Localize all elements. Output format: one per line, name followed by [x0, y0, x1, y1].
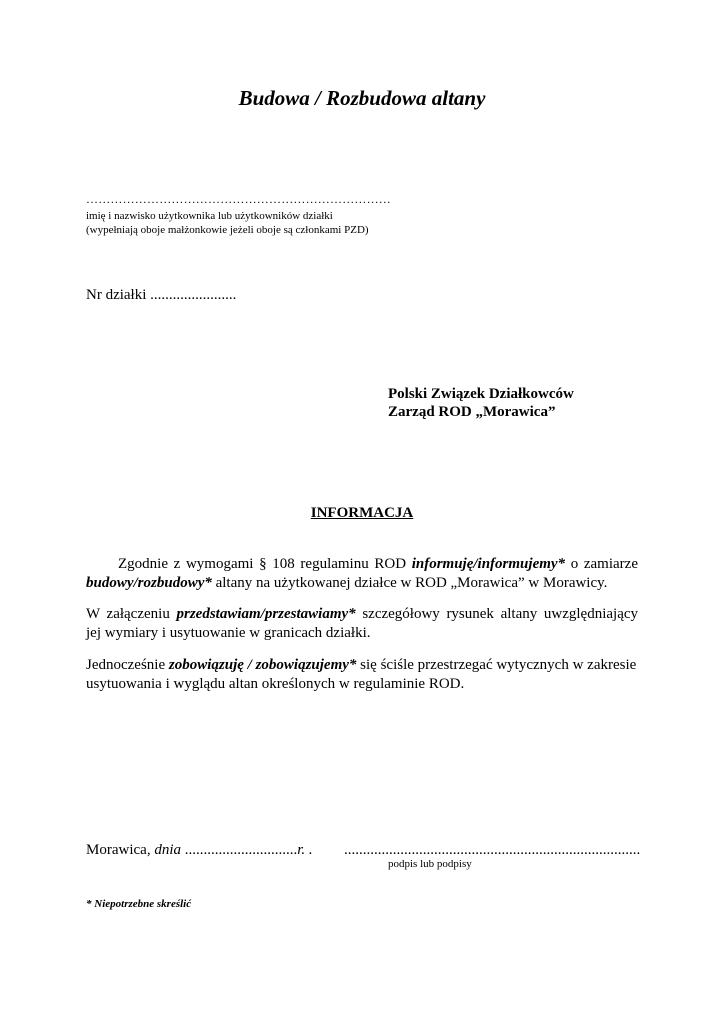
signature-caption: podpis lub podpisy [388, 858, 472, 870]
signature-dots: ............................................................................... [344, 842, 641, 858]
option-commit: zobowiązuję / zobowiązujemy* [168, 657, 357, 673]
document-title: Budowa / Rozbudowa altany [238, 86, 486, 110]
applicant-spouse-note: (wypełniają oboje małżonkowie jeżeli oboje są członkami PZD) [86, 224, 369, 236]
date-dots: .............................. [184, 842, 298, 858]
plot-number-label: Nr działki [86, 287, 147, 303]
footnote: * Niepotrzebne skreślić [86, 898, 192, 910]
place-date-line [86, 842, 313, 859]
applicant-name-caption: imię i nazwisko użytkownika lub użytkowników działki [86, 210, 333, 222]
place-name: Morawica [86, 842, 147, 858]
section-heading: INFORMACJA [310, 505, 414, 521]
paragraph-text: altany na użytkowanej działce w ROD „Morawica” w Morawicy. [211, 575, 608, 591]
paragraph-obligation [86, 656, 638, 694]
paragraph-text: o zamiarze [565, 556, 638, 572]
paragraph-text: się ściśle przestrzegać wytycznych w zakresie usytuowania i wyglądu altan określonych w regulaminie ROD. [86, 657, 637, 692]
date-label: , dnia [146, 842, 185, 858]
option-inform: informuję/informujemy* [411, 556, 566, 572]
recipient-organization: Polski Związek Działkowców [388, 386, 574, 402]
paragraph-attachment [86, 605, 638, 643]
recipient-board: Zarząd ROD „Morawica” [388, 404, 556, 420]
paragraph-text: Zgodnie z wymogami § 108 regulaminu ROD [118, 556, 412, 572]
plot-number-line [86, 287, 236, 304]
year-suffix: r. . [297, 842, 313, 858]
option-present: przedstawiam/przestawiamy* [176, 606, 356, 622]
plot-number-dots: ....................... [150, 287, 237, 303]
option-build: budowy/rozbudowy* [86, 575, 212, 591]
paragraph-text: W załączeniu [86, 606, 177, 622]
paragraph-text: szczegółowy rysunek altany uwzględniający jej wymiary i usytuowanie w granicach działki. [86, 606, 639, 641]
paragraph-text: Jednocześnie [86, 657, 169, 673]
paragraph-intent [86, 555, 638, 593]
applicant-name-dots: ………………………………………………………………… [86, 192, 391, 206]
